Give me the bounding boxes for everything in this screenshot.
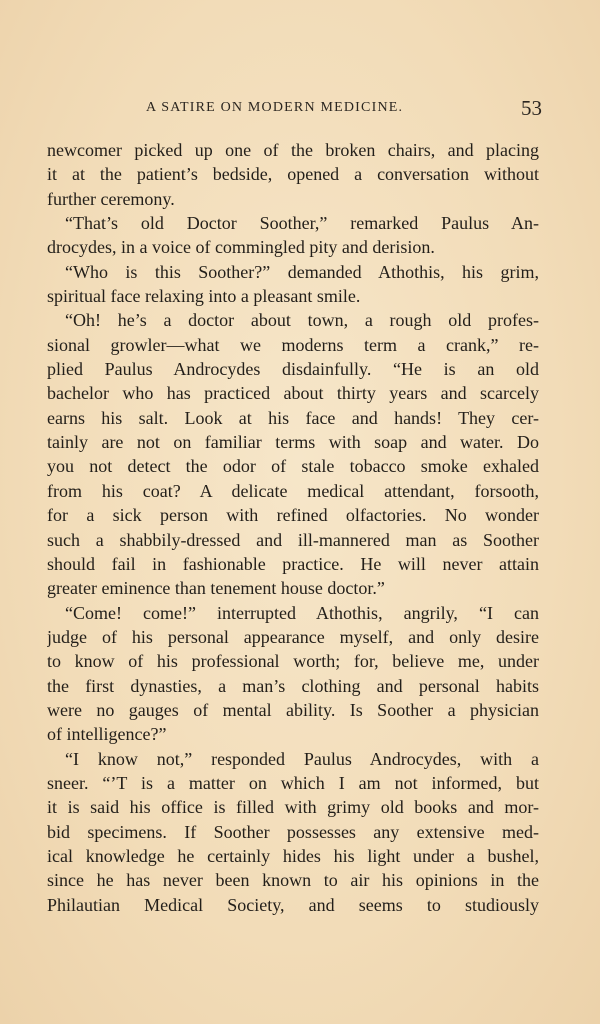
text-line: since he has never been known to air his opinions in the [47,870,539,891]
text-line: should fail in fashionable practice. He will never attain [47,553,539,574]
running-head [146,96,542,120]
text-line: spiritual face relaxing into a pleasant smile. [47,286,361,307]
text-line: sneer. “’T is a matter on which I am not informed, but [47,772,539,793]
text-line: it at the patient’s bedside, opened a conversation without [47,164,539,185]
text-line: further ceremony. [47,188,175,209]
text-line: were no gauges of mental ability. Is Soother a physician [47,699,539,720]
text-line: such a shabbily-dressed and ill-mannered man as Soother [47,529,539,550]
body-text [47,138,539,917]
text-line: “Come! come!” interrupted Athothis, angrily, “I can [65,602,539,623]
running-title: A SATIRE ON MODERN MEDICINE. [146,100,404,115]
text-line: “Who is this Soother?” demanded Athothis, his grim, [65,261,539,282]
text-line: greater eminence than tenement house doctor.” [47,578,385,599]
text-line: “That’s old Doctor Soother,” remarked Paulus An- [65,213,539,234]
text-line: sional growler—what we moderns term a crank,” re- [47,334,539,355]
text-line: to know of his professional worth; for, believe me, under [47,651,539,672]
text-line: bachelor who has practiced about thirty years and scarcely [47,383,539,404]
text-line: bid specimens. If Soother possesses any extensive med- [47,821,539,842]
text-line: drocydes, in a voice of commingled pity and derision. [47,237,435,258]
text-line: the first dynasties, a man’s clothing and personal habits [47,675,539,696]
text-line: of intelligence?” [47,724,167,745]
text-line: earns his salt. Look at his face and hands! They cer- [47,407,539,428]
text-line: from his coat? A delicate medical attendant, forsooth, [47,480,539,501]
text-line: newcomer picked up one of the broken chairs, and placing [47,140,539,160]
text-line: tainly are not on familiar terms with soap and water. Do [47,432,539,453]
text-line: plied Paulus Androcydes disdainfully. “He is an old [47,359,539,380]
text-line: “I know not,” responded Paulus Androcydes, with a [65,748,539,769]
text-line: it is said his office is filled with grimy old books and mor- [47,797,539,818]
page-number: 53 [521,96,542,120]
text-line: Philautian Medical Society, and seems to studiously [47,894,539,915]
text-line: “Oh! he’s a doctor about town, a rough old profes- [65,310,539,331]
text-line: you not detect the odor of stale tobacco smoke exhaled [47,456,539,477]
text-line: ical knowledge he certainly hides his light under a bushel, [47,845,539,866]
text-line: judge of his personal appearance myself, and only desire [47,626,539,647]
text-line: for a sick person with refined olfactories. No wonder [47,505,539,526]
